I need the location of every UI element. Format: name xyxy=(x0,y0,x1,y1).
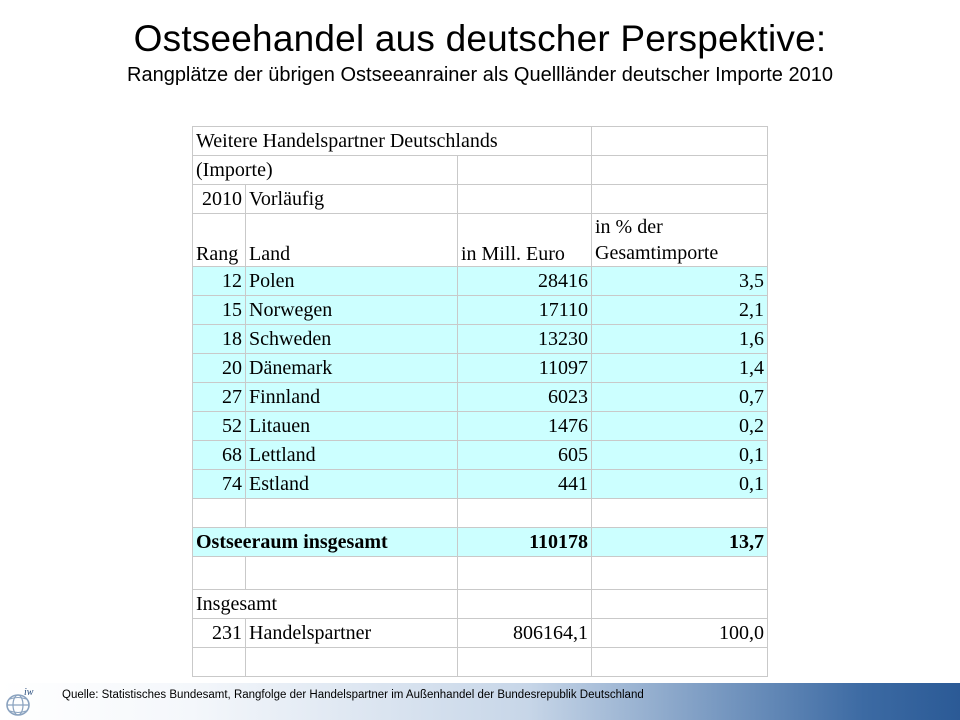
baltic-total-row xyxy=(193,528,768,557)
baltic-total-label: Ostseeraum insgesamt xyxy=(193,528,458,557)
col-header-land: Land xyxy=(246,214,458,267)
table-row: 18 Schweden 13230 1,6 xyxy=(193,325,768,354)
col-header-value: in Mill. Euro xyxy=(458,214,592,267)
baltic-total-pct: 13,7 xyxy=(592,528,768,557)
col-header-pct-line1: in % der xyxy=(595,216,663,238)
baltic-total-value: 110178 xyxy=(458,528,592,557)
table-subheading: (Importe) xyxy=(193,156,458,185)
source-note: Quelle: Statistisches Bundesamt, Rangfolge der Handelspartner im Außenhandel der Bundesrepublik Deutschland xyxy=(62,689,644,701)
table-heading-row xyxy=(193,127,768,156)
overall-rang: 231 xyxy=(193,619,246,648)
col-header-rang: Rang xyxy=(193,214,246,267)
overall-label-row xyxy=(193,590,768,619)
table-row: 74 Estland 441 0,1 xyxy=(193,470,768,499)
spacer-row xyxy=(193,557,768,590)
table-row: 12 Polen 28416 3,5 xyxy=(193,267,768,296)
table-year-row xyxy=(193,185,768,214)
table-row: 68 Lettland 605 0,1 xyxy=(193,441,768,470)
spacer-row xyxy=(193,499,768,528)
table-row: 27 Finnland 6023 0,7 xyxy=(193,383,768,412)
table-row: 52 Litauen 1476 0,2 xyxy=(193,412,768,441)
slide-subtitle: Rangplätze der übrigen Ostseeanrainer als Quellländer deutscher Importe 2010 xyxy=(127,64,833,86)
spacer-row xyxy=(193,648,768,677)
table-heading: Weitere Handelspartner Deutschlands xyxy=(193,127,592,156)
col-header-pct xyxy=(592,214,768,267)
globe-icon xyxy=(4,686,38,718)
logo-text: iw xyxy=(24,687,34,698)
table-row: 15 Norwegen 17110 2,1 xyxy=(193,296,768,325)
table-subheading-row xyxy=(193,156,768,185)
slide-title: Ostseehandel aus deutscher Perspektive: xyxy=(133,18,827,59)
overall-value: 806164,1 xyxy=(458,619,592,648)
overall-pct: 100,0 xyxy=(592,619,768,648)
overall-row xyxy=(193,619,768,648)
import-table xyxy=(192,126,768,677)
overall-label: Insgesamt xyxy=(193,590,458,619)
year-cell: 2010 xyxy=(193,185,246,214)
col-header-pct-line2: Gesamtimporte xyxy=(595,242,719,264)
overall-land: Handelspartner xyxy=(246,619,458,648)
table-row: 20 Dänemark 11097 1,4 xyxy=(193,354,768,383)
column-header-row xyxy=(193,214,768,267)
status-cell: Vorläufig xyxy=(246,185,458,214)
